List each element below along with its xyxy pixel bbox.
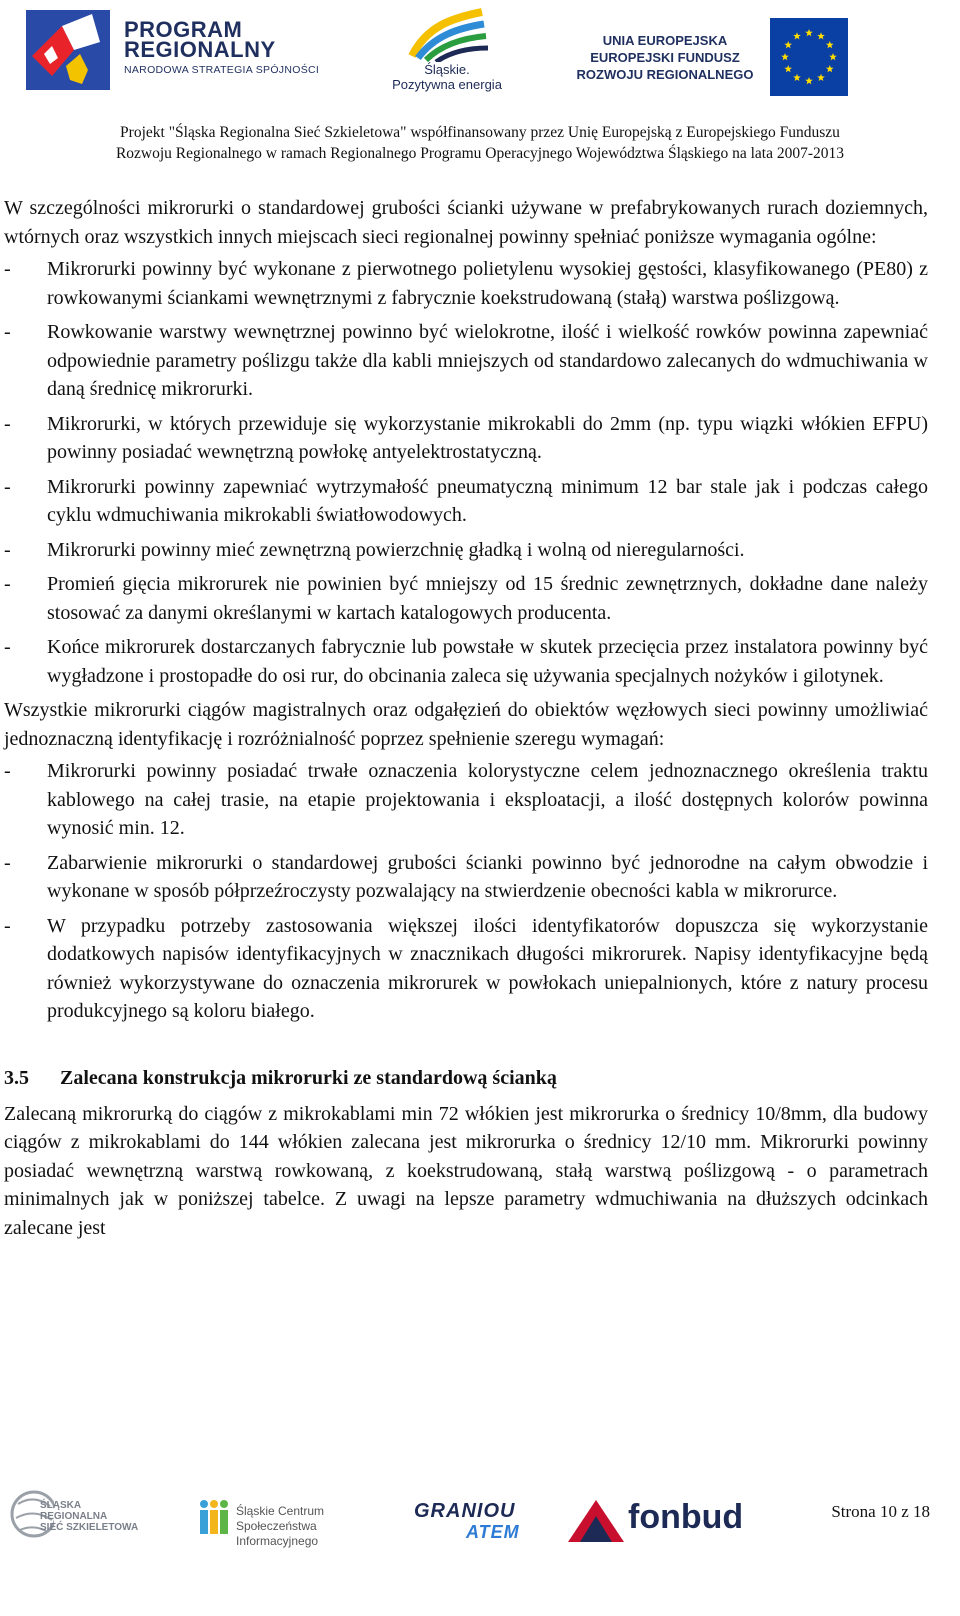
document-body — [4, 194, 928, 1246]
list-item — [4, 849, 928, 906]
program-title-line1: PROGRAM — [124, 17, 243, 42]
list-dash: - — [4, 321, 11, 343]
project-line2: Rozwoju Regionalnego w ramach Regionalnego Programu Operacyjnego Województwa Śląskiego na lata 2007-2013 — [115, 145, 845, 162]
list-item-text: Mikrorurki powinny mieć zewnętrzną powierzchnię gładką i wolną od nieregularności. — [47, 538, 745, 561]
list-item-text: Końce mikrorurek dostarczanych fabrycznie lub powstałe w skutek przecięcia przez instalatora powinny być wygładzone i prostopadłe do osi rur, do obcinania zaleca się używania specjalnych nożyków i gilotynek. — [47, 636, 928, 687]
eu-star-icon — [781, 53, 789, 60]
sc-line1: Śląskie Centrum — [236, 1504, 325, 1518]
list-item — [4, 255, 928, 312]
eu-text — [560, 32, 770, 83]
list-dash: - — [4, 851, 11, 874]
list-item-text: Zabarwienie mikrorurki o standardowej grubości ścianki powinno być jednorodne na całym obwodzie i wykonane w sposób półprzeźroczysty pozwalający na stwierdzenie obecności kabla w mikrorurce. — [47, 851, 928, 902]
fonbud-logo — [566, 1496, 744, 1548]
requirements-list-2 — [4, 757, 928, 1026]
eu-star-icon — [793, 74, 801, 81]
list-item — [4, 536, 928, 565]
section-paragraph: Zalecaną mikrorurką do ciągów z mikrokablami min 72 włókien jest mikrorurka o średnicy 10/8mm, dla budowy ciągów z mikrokablami do 144 włókien zalecana jest mikrorurka o średnicy 12/10 mm. Mikrorurki powinny posiadać wewnętrzną warstwą rowkowaną, z koekstrudowaną, stałą warstwą poślizgową - o parametrach minimalnych jak w poniższej tabelce. Z uwagi na lepsze parametry wdmuchiwania na dłuższych odcinkach zalecane jest — [4, 1102, 928, 1239]
list-dash: - — [4, 412, 11, 435]
program-subtitle: NARODOWA STRATEGIA SPÓJNOŚCI — [124, 64, 320, 76]
project-line1: Projekt "Śląska Regionalna Sieć Szkieletowa" współfinansowany przez Unię Europejską z Europejskiego Funduszu — [120, 124, 840, 141]
atem-text: ATEM — [466, 1522, 520, 1542]
list-item — [4, 633, 928, 690]
sc-text — [236, 1504, 398, 1549]
slaskie-line1: Śląskie. — [424, 62, 470, 77]
list-dash: - — [4, 636, 11, 658]
eu-flag-icon — [770, 18, 848, 96]
list-item — [4, 318, 928, 404]
intro-paragraph-2: Wszystkie mikrorurki ciągów magistralnych oraz odgałęzień do obiektów węzłowych sieci powinny umożliwiać jednoznaczną identyfikację i rozróżnialność poprzez spełnienie szeregu wymagań: — [4, 699, 928, 750]
granit-text: GRANIOU — [414, 1500, 516, 1522]
list-dash: - — [4, 258, 11, 280]
srss-line1: ŚLĄSKA — [40, 1500, 82, 1511]
slaskie-text — [372, 62, 522, 92]
list-item — [4, 912, 928, 1026]
list-item-text: Mikrorurki powinny być wykonane z pierwotnego polietylenu wysokiej gęstości, klasyfikowanego (PE80) z rowkowanymi ściankami wewnętrznymi z fabrycznie koekstrudowaną (stałą) warstwa poślizgową. — [47, 258, 928, 309]
list-dash: - — [4, 914, 11, 937]
srss-text — [40, 1500, 138, 1533]
granit-atem-logo — [414, 1492, 554, 1548]
eu-star-icon — [817, 74, 825, 81]
eu-star-icon — [817, 32, 825, 39]
list-dash: - — [4, 760, 11, 782]
slaskie-wave-icon — [372, 6, 522, 62]
list-item-text: W przypadku potrzeby zastosowania większej ilości identyfikatorów dopuszcza się wykorzystanie dodatkowych napisów identyfikacyjnych w znacznikach długości mikrorurek. Napisy identyfikacyjne będą również wykorzystywane do oznaczenia mikrorurek w powłokach uniepalnionych, które z natury procesu produkcyjnego są koloru białego. — [47, 914, 928, 1022]
list-item — [4, 473, 928, 530]
program-title-line2: REGIONALNY — [124, 37, 276, 62]
slaskie-logo — [372, 6, 522, 94]
eu-star-icon — [829, 53, 837, 60]
sc-logo — [198, 1496, 398, 1548]
requirements-list-1 — [4, 255, 928, 690]
eu-logo — [560, 18, 860, 98]
list-dash: - — [4, 475, 11, 498]
list-item-text: Promień gięcia mikrorurek nie powinien być mniejszy od 15 średnic zewnętrznych, dokładne dane należy stosować za danymi określanymi w kartach katalogowych producenta. — [47, 573, 928, 624]
srss-line2: REGIONALNA — [40, 1511, 108, 1522]
list-item — [4, 410, 928, 467]
eu-line2: EUROPEJSKI FUNDUSZ — [590, 50, 740, 65]
srss-line3: SIEĆ SZKIELETOWA — [40, 1522, 139, 1533]
eu-star-icon — [826, 41, 834, 48]
eu-star-icon — [784, 65, 792, 72]
list-item-text: Rowkowanie warstwy wewnętrznej powinno być wielokrotne, ilość i wielkość rowków powinna zapewniać odpowiednie parametry poślizgu także dla kabli mniejszych od standardowo zalecanych do wdmuchiwania w daną średnicę mikrorurki. — [47, 321, 928, 400]
fonbud-triangle-icon — [566, 1498, 626, 1544]
eu-star-icon — [793, 32, 801, 39]
list-dash: - — [4, 538, 11, 561]
section-title: Zalecana konstrukcja mikrorurki ze standardową ścianką — [60, 1066, 557, 1089]
section-heading — [4, 1064, 928, 1092]
section-number: 3.5 — [4, 1066, 29, 1089]
eu-stars-icon — [770, 18, 848, 96]
page-number: Strona 10 z 18 — [831, 1502, 930, 1521]
eu-star-icon — [826, 65, 834, 72]
fonbud-text: fonbud — [628, 1498, 744, 1536]
eu-star-icon — [805, 77, 813, 84]
sc-people-icon — [198, 1496, 230, 1540]
sc-line2: Społeczeństwa Informacyjnego — [236, 1519, 319, 1548]
list-item — [4, 570, 928, 627]
program-regionalny-logo — [22, 6, 352, 94]
list-item — [4, 757, 928, 843]
eu-star-icon — [784, 41, 792, 48]
page-footer — [0, 1476, 960, 1616]
eu-star-icon — [805, 29, 813, 36]
slaskie-line2: Pozytywna energia — [392, 77, 502, 92]
list-item-text: Mikrorurki powinny posiadać trwałe oznaczenia kolorystyczne celem jednoznacznego określenia traktu kablowego na całej trasie, na etapie projektowania i eksploatacji, a ilość dostępnych kolorów powinna wynosić min. 12. — [47, 760, 928, 839]
eu-line3: ROZWOJU REGIONALNEGO — [576, 67, 754, 82]
program-title — [124, 17, 276, 62]
list-dash: - — [4, 573, 11, 595]
program-regionalny-emblem-icon — [22, 6, 117, 94]
list-item-text: Mikrorurki powinny zapewniać wytrzymałość pneumatyczną minimum 12 bar stale jak i podczas całego cyklu wdmuchiwania mikrokabli światłowodowych. — [47, 475, 928, 526]
eu-line1: UNIA EUROPEJSKA — [602, 33, 728, 48]
srss-logo — [10, 1484, 160, 1548]
list-item-text: Mikrorurki, w których przewiduje się wykorzystanie mikrokabli do 2mm (np. typu wiązki włókien EFPU) powinny posiadać wewnętrzną powłokę antyelektrostatyczną. — [47, 412, 928, 463]
intro-paragraph-1: W szczególności mikrorurki o standardowej grubości ścianki używane w prefabrykowanych rurach doziemnych, wtórnych oraz wszystkich innych miejscach sieci regionalnej powinny spełniać poniższe wymagania ogólne: — [4, 197, 928, 248]
project-info — [0, 122, 960, 164]
page-header — [0, 0, 960, 175]
